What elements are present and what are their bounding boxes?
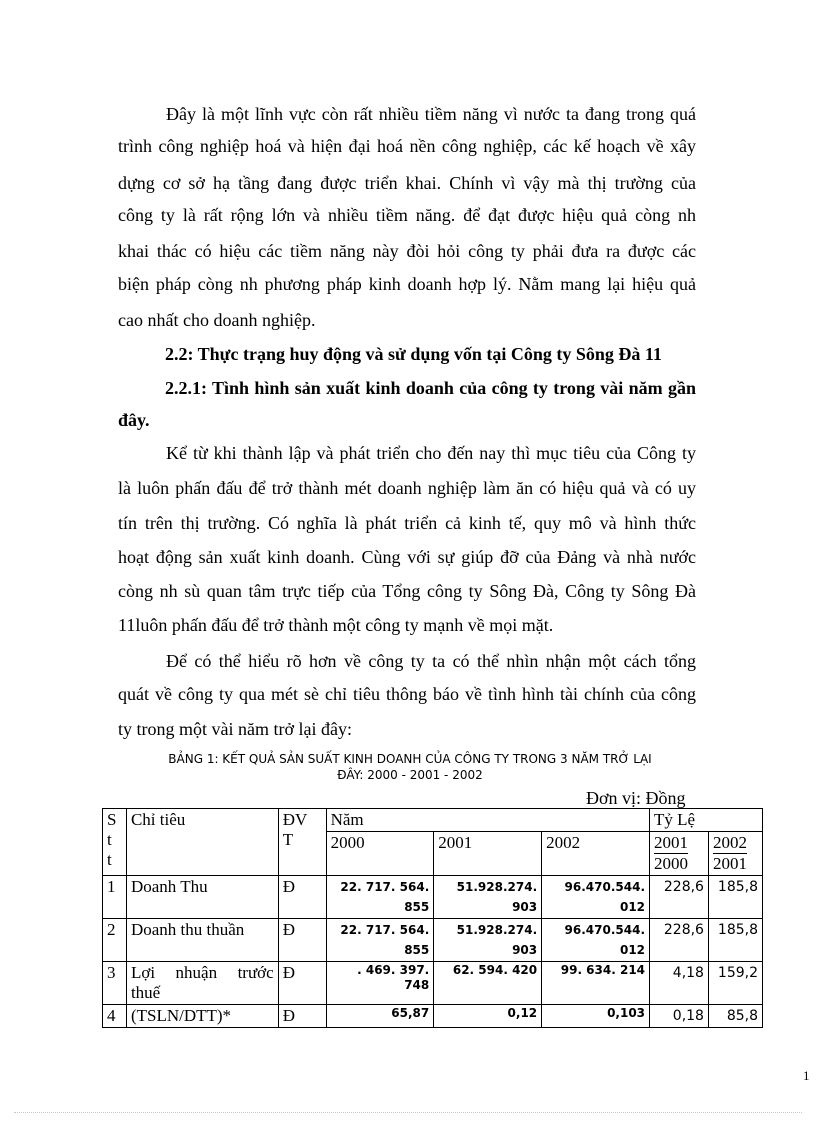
header-year-2001: 2001 xyxy=(434,832,542,876)
table-row: 2 Doanh thu thuần Đ 22. 717. 564. 855 51.928.274. 903 96.470.544. 012 228,6 185,8 xyxy=(103,919,763,962)
table-caption: BẢNG 1: KẾT QUẢ SẢN SUẤT KINH DOANH CỦA CÔNG TY TRONG 3 NĂM TRỞ LẠI xyxy=(168,752,652,766)
paragraph-line: còng nh sù quan tâm trực tiếp của Tổng công ty Sông Đà, Công ty Sông Đà xyxy=(118,581,696,601)
paragraph-line: Để có thể hiểu rõ hơn về công ty ta có thể nhìn nhận một cách tổng xyxy=(166,651,696,671)
paragraph-line: cao nhất cho doanh nghiệp. xyxy=(118,310,316,330)
header-nam: Năm xyxy=(326,809,649,832)
table-caption-cont: ĐÂY: 2000 - 2001 - 2002 xyxy=(337,768,483,782)
table-header-row xyxy=(103,809,763,832)
section-heading-2-2-1: 2.2.1: Tình hình sản xuất kinh doanh của công ty trong vài năm gần xyxy=(165,378,696,398)
header-ratio-2001-2000: 2001 2000 xyxy=(650,832,709,876)
page-number: 1 xyxy=(803,1068,810,1083)
paragraph-line: quát về công ty qua mét sè chỉ tiêu thông báo về tình hình tài chính của công xyxy=(118,684,696,704)
paragraph-line: khai thác có hiệu các tiềm năng này đòi hỏi công ty phải đưa ra được các xyxy=(118,241,696,261)
section-heading-2-2-1-cont: đây. xyxy=(118,410,150,430)
table-row: 4 (TSLN/DTT)* Đ 65,87 0,12 0,103 0,18 85,8 xyxy=(103,1005,763,1028)
header-dvt: ĐV T xyxy=(278,809,326,876)
header-stt: S t t xyxy=(103,809,127,876)
paragraph-line: dựng cơ sở hạ tầng đang được triển khai. Chính vì vậy mà thị trường của xyxy=(118,173,696,193)
table-row: 1 Doanh Thu Đ 22. 717. 564. 855 51.928.274. 903 96.470.544. 012 228,6 185,8 xyxy=(103,876,763,919)
paragraph-line: là luôn phấn đấu để trở thành mét doanh nghiệp làm ăn có hiệu quả và có uy xyxy=(118,478,696,498)
paragraph-line: biện pháp còng nh phương pháp kinh doanh hợp lý. Nằm mang lại hiệu quả xyxy=(118,274,696,294)
paragraph-line: trình công nghiệp hoá và hiện đại hoá nền công nghiệp, các kế hoạch về xây xyxy=(118,136,696,156)
paragraph-line: Kể từ khi thành lập và phát triển cho đến nay thì mục tiêu của Công ty xyxy=(166,443,696,463)
header-ty-le: Tỷ Lệ xyxy=(650,809,763,832)
header-year-2002: 2002 xyxy=(542,832,650,876)
header-ratio-2002-2001: 2002 2001 xyxy=(708,832,762,876)
paragraph-line: hoạt động sản xuất kinh doanh. Cùng với sự giúp đỡ của Đảng và nhà nước xyxy=(118,547,696,567)
table-row: 3 Lợi nhuận trước thuế Đ . 469. 397. 748 62. 594. 420 99. 634. 214 4,18 159,2 xyxy=(103,962,763,1005)
unit-label: Đơn vị: Đồng xyxy=(586,788,686,808)
header-chi-tieu: Chỉ tiêu xyxy=(126,809,278,876)
section-heading-2-2: 2.2: Thực trạng huy động và sử dụng vốn tại Công ty Sông Đà 11 xyxy=(165,344,662,364)
paragraph-line: Đây là một lĩnh vực còn rất nhiều tiềm năng vì nước ta đang trong quá xyxy=(166,104,696,124)
paragraph-line: tín trên thị trường. Có nghĩa là phát triển cả kinh tế, quy mô và hình thức xyxy=(118,513,696,533)
business-results-table xyxy=(102,808,763,1028)
paragraph-line: ty trong một vài năm trở lại đây: xyxy=(118,719,352,739)
paragraph-line: 11luôn phấn đấu để trở thành một công ty mạnh về mọi mặt. xyxy=(118,615,554,635)
paragraph-line: công ty là rất rộng lớn và nhiều tiềm năng. để đạt được hiệu quả còng nh xyxy=(118,205,696,225)
page-footer-divider xyxy=(14,1112,802,1113)
header-year-2000: 2000 xyxy=(326,832,434,876)
